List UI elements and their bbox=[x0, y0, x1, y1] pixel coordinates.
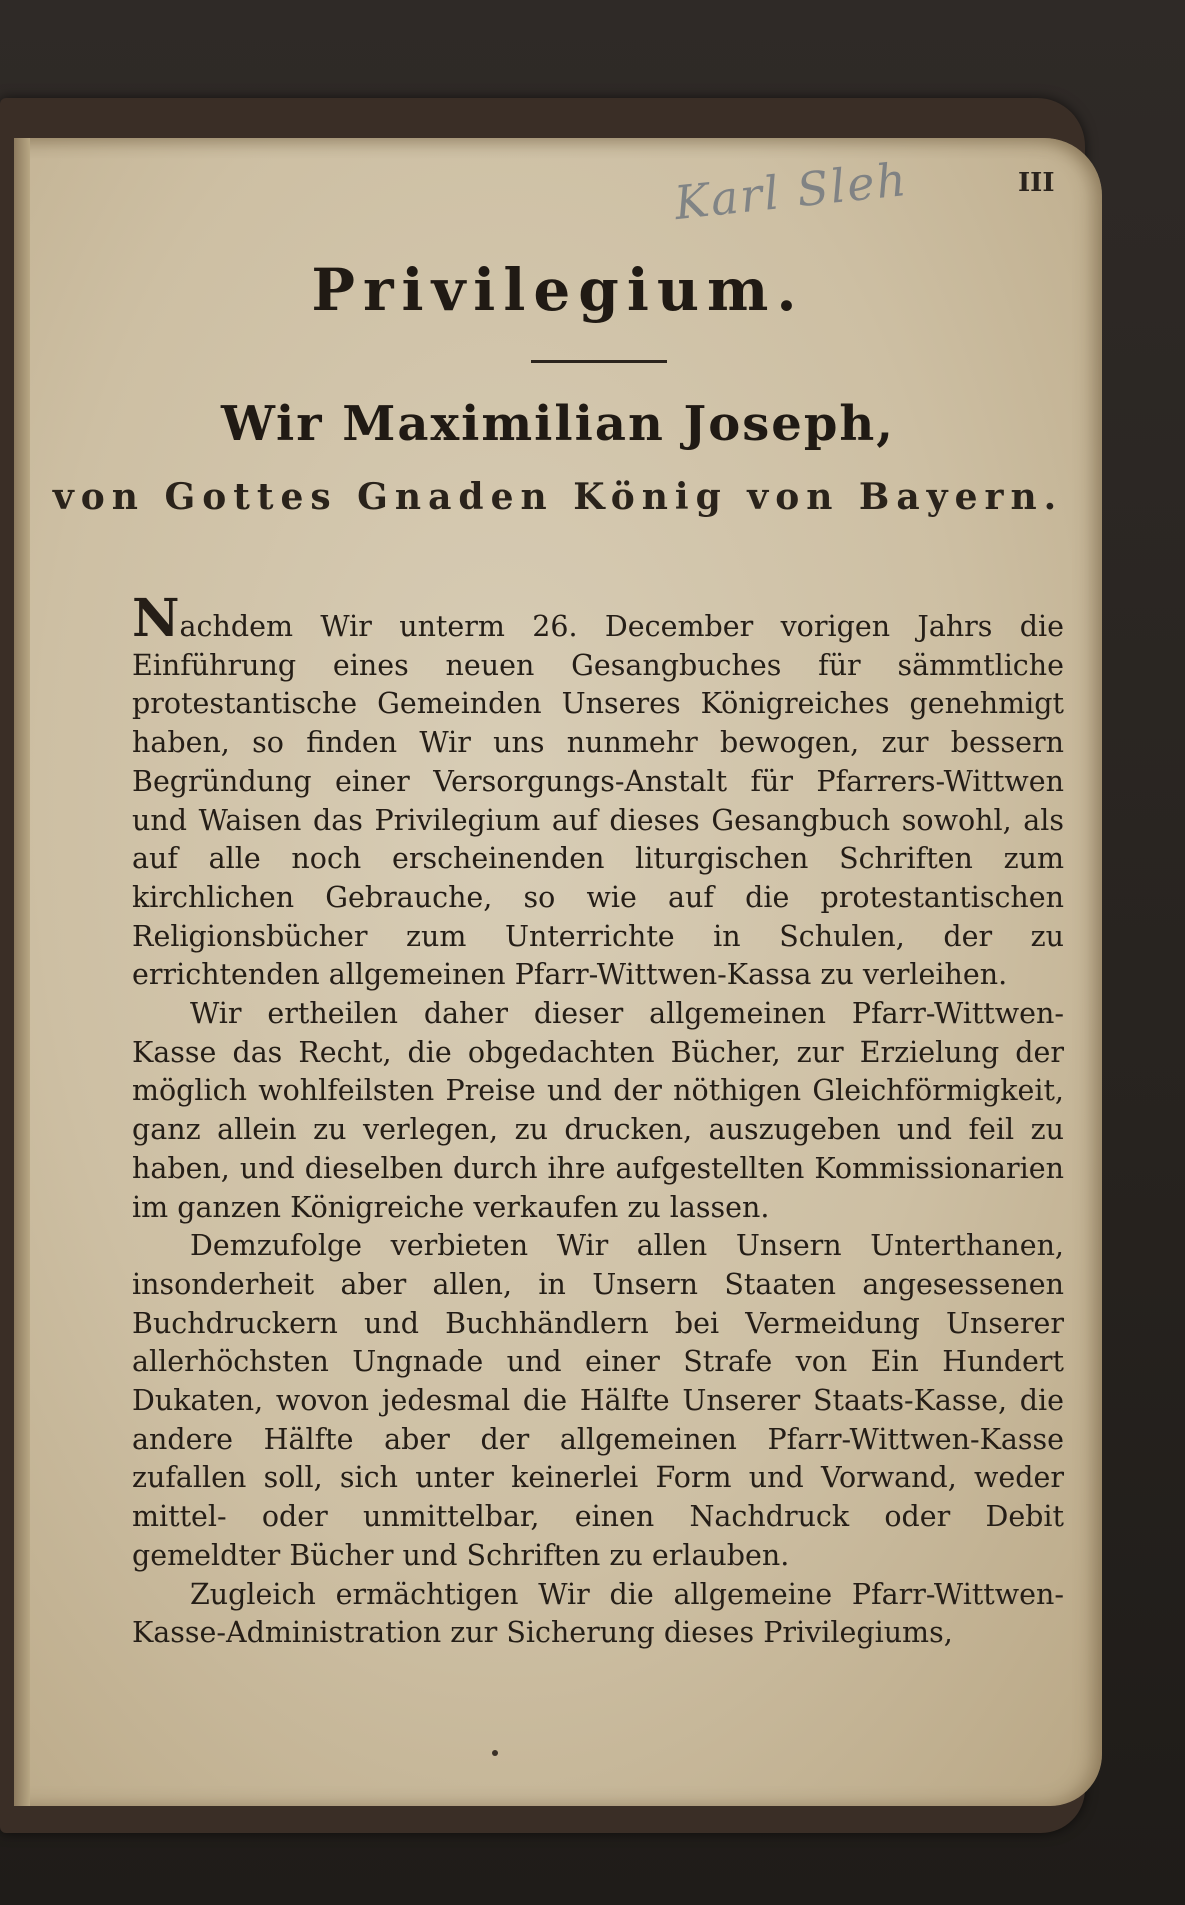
handwritten-signature: Karl Sleh bbox=[671, 151, 911, 231]
body-text bbox=[132, 588, 1064, 1653]
paragraph: Zugleich ermächtigen Wir die allgemeine Pfarr-Wittwen-Kasse-Administration zur Sicherung dieses Privilegiums, bbox=[132, 1577, 1064, 1650]
page-byline: von Gottes Gnaden König von Bayern. bbox=[52, 476, 1064, 518]
page-title: Privilegium. bbox=[311, 256, 805, 324]
page-number: III bbox=[1018, 168, 1055, 198]
paragraph-text: achdem Wir unterm 26. December vorigen Jahrs die Einführung eines neuen Gesangbuches für sämmtliche protestantische Gemeinden Unseres Königreiches genehmigt haben, so finden Wir uns nunmehr bewogen, zur bessern Begründung einer Versorgungs-Anstalt für Pfarrers-Wittwen und Waisen das Privilegium auf dieses Gesangbuch sowohl, als auf alle noch erscheinenden liturgischen Schriften zum kirchlichen Gebrauche, so wie auf die protestantischen Religionsbücher zum Unterrichte in Schulen, der zu errichtenden allgemeinen Pfarr-Wittwen-Kassa zu verleihen. bbox=[132, 610, 1064, 992]
title-divider bbox=[531, 360, 667, 363]
drop-cap: N bbox=[132, 588, 180, 649]
page-gutter bbox=[14, 138, 30, 1806]
book-page bbox=[14, 138, 1102, 1806]
print-mark bbox=[492, 1750, 498, 1756]
paragraph bbox=[132, 588, 1064, 995]
page-subtitle: Wir Maximilian Joseph, bbox=[220, 396, 896, 452]
paragraph: Wir ertheilen daher dieser allgemeinen Pfarr-Wittwen-Kasse das Recht, die obgedachten Bücher, zur Erzielung der möglich wohlfeilsten Preise und der nöthigen Gleichförmigkeit, ganz allein zu verlegen, zu drucken, auszugeben und feil zu haben, und dieselben durch ihre aufgestellten Kommissionarien im ganzen Königreiche verkaufen zu lassen. bbox=[132, 997, 1064, 1224]
paragraph: Demzufolge verbieten Wir allen Unsern Unterthanen, insonderheit aber allen, in Unsern Staaten angesessenen Buchdruckern und Buchhändlern bei Vermeidung Unserer allerhöchsten Ungnade und einer Strafe von Ein Hundert Dukaten, wovon jedesmal die Hälfte Unserer Staats-Kasse, die andere Hälfte aber der allgemeinen Pfarr-Wittwen-Kasse zufallen soll, sich unter keinerlei Form und Vorwand, weder mittel- oder unmittelbar, einen Nachdruck oder Debit gemeldter Bücher und Schriften zu erlauben. bbox=[132, 1229, 1064, 1572]
